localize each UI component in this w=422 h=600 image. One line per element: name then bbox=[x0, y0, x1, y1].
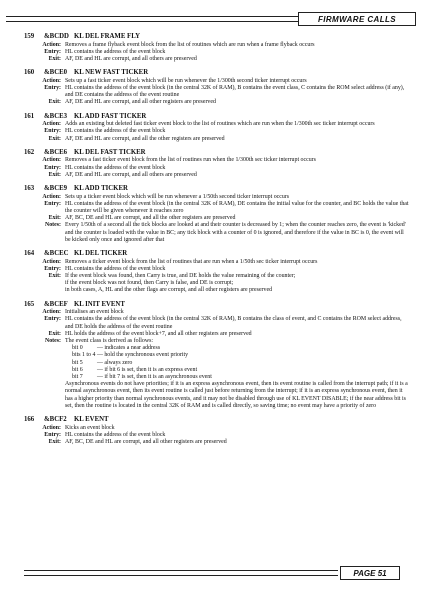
action-text: Initialises an event block bbox=[65, 309, 124, 316]
notes-text: Every 1/50th of a second all the tick blocks are looked at and their counter is decreased by 1; when the counter reaches zero, the event is 'kicked' and the counter is loaded with the value in BC; any tick block with a counter of 0 is ignored, and therefore if the value in BC is 0, the event will be kicked only once and ignored after that bbox=[65, 222, 406, 243]
action-label: Action: bbox=[42, 309, 61, 316]
entry-text: HL contains the address of the event block (in the central 32K of RAM), B contains the class of event, and C contains the ROM select address, and DE holds the address of the event routine bbox=[65, 316, 402, 330]
footer-rule-bottom bbox=[24, 575, 338, 576]
entry-number: 162 bbox=[24, 148, 35, 156]
exit-text: AF, DE and HL are corrupt, and all others are preserved bbox=[65, 171, 197, 178]
entry-address: &BCE6 bbox=[44, 148, 68, 156]
entry-heading bbox=[24, 185, 410, 194]
action-text: Kicks an event block bbox=[65, 424, 115, 431]
exit-label: Exit: bbox=[48, 56, 61, 62]
entry-text: HL contains the address of the event block (in the central 32K of RAM), DE contains the initial value for the counter, and BC holds the value that the counter will be given whenever it reaches zero bbox=[65, 200, 409, 215]
action-text: Sets up a fast ticker event block which will be run whenever the 1/300th second ticker interrupt occurs bbox=[65, 77, 307, 84]
bit-desc: — always zero bbox=[97, 359, 133, 366]
entry-routine-name: KL DEL TICKER bbox=[74, 250, 128, 258]
bit-desc: — if bit 7 is set, then it is an asynchronous event bbox=[97, 374, 212, 381]
bit-label: bits 1 to 4 bbox=[72, 352, 96, 359]
entry-heading bbox=[24, 33, 410, 42]
notes-intro: The event class is derived as follows: bbox=[65, 338, 154, 345]
action-label: Action: bbox=[42, 77, 61, 84]
entry-text: HL contains the address of the event block bbox=[65, 128, 166, 135]
entry-heading bbox=[24, 69, 410, 78]
action-label: Action: bbox=[42, 121, 61, 128]
action-label: Action: bbox=[42, 41, 61, 48]
entry-text: HL contains the address of the event block bbox=[65, 164, 166, 171]
bit-label: bit 7 bbox=[72, 374, 83, 381]
bit-row bbox=[65, 367, 410, 374]
exit-line: If the event block was found, then Carry is true, and DE holds the value remaining of the counter; bbox=[65, 273, 296, 280]
entry-text: HL contains the address of the event block (in the central 32K of RAM), B contains the event class, C contains the ROM select address (if any), and DE contains the address of the event routine bbox=[65, 85, 405, 99]
header-title-box bbox=[298, 12, 416, 26]
entry-label: Entry: bbox=[44, 128, 61, 135]
entry-routine-name: KL ADD FAST TICKER bbox=[74, 112, 147, 120]
entry-text: HL contains the address of the event block bbox=[65, 48, 166, 55]
header-title: FIRMWARE CALLS bbox=[317, 14, 397, 24]
entry-heading bbox=[24, 250, 410, 259]
action-text: Sets up a ticker event block which will be run whenever a 1/50th second ticker interrupt occurs bbox=[65, 193, 290, 200]
entry-routine-name: KL DEL FRAME FLY bbox=[74, 33, 141, 40]
entry-number: 161 bbox=[24, 112, 35, 120]
bit-desc: — indicates a near address bbox=[97, 345, 161, 352]
entry-number: 159 bbox=[24, 33, 35, 40]
firmware-entry-161 bbox=[24, 113, 410, 143]
entry-heading bbox=[24, 301, 410, 310]
firmware-entry-165 bbox=[24, 301, 410, 410]
exit-label: Exit: bbox=[48, 171, 61, 178]
exit-text: AF, BC, DE and HL are corrupt, and all the other registers are preserved bbox=[65, 215, 236, 222]
bit-row bbox=[65, 352, 410, 359]
entry-address: &BCDD bbox=[44, 33, 69, 40]
exit-label: Exit: bbox=[48, 330, 61, 337]
exit-label: Exit: bbox=[48, 99, 61, 106]
exit-text: AF, DE and HL are corrupt, and all others are preserved bbox=[65, 56, 197, 62]
entry-text: HL contains the address of the event block bbox=[65, 431, 166, 438]
bit-desc: — hold the synchronous event priority bbox=[97, 352, 189, 359]
entry-address: &BCE9 bbox=[44, 185, 68, 193]
page-number: PAGE 51 bbox=[353, 568, 387, 578]
entry-number: 166 bbox=[24, 416, 35, 424]
firmware-entry-162 bbox=[24, 149, 410, 179]
header-rule-bottom bbox=[6, 21, 302, 22]
entry-routine-name: KL EVENT bbox=[74, 416, 109, 424]
entry-number: 164 bbox=[24, 250, 35, 258]
action-text: Removes a fast ticker event block from the list of routines run when the 1/300th sec ticker interrupt occurs bbox=[65, 157, 316, 164]
entry-number: 165 bbox=[24, 300, 35, 308]
entry-label: Entry: bbox=[44, 265, 61, 272]
entry-number: 163 bbox=[24, 185, 35, 193]
entry-label: Entry: bbox=[44, 200, 61, 207]
exit-text: AF, BC, DE and HL are corrupt, and all other registers are preserved bbox=[65, 439, 227, 446]
exit-text bbox=[65, 273, 410, 295]
firmware-entry-163 bbox=[24, 185, 410, 244]
action-label: Action: bbox=[42, 193, 61, 200]
entry-routine-name: KL NEW FAST TICKER bbox=[74, 69, 149, 77]
action-text: Removes a ticker event block from the list of routines that are run when a 1/50th sec ticker interrupt occurs bbox=[65, 258, 318, 265]
action-label: Action: bbox=[42, 157, 61, 164]
bit-row bbox=[65, 360, 410, 367]
entry-label: Entry: bbox=[44, 316, 61, 323]
exit-label: Exit: bbox=[48, 439, 61, 446]
entry-address: &BCE3 bbox=[44, 112, 68, 120]
action-label: Action: bbox=[42, 258, 61, 265]
entry-address: &BCE0 bbox=[44, 69, 68, 77]
action-text: Removes a frame flyback event block from the list of routines which are run when a frame flyback occurs bbox=[65, 41, 315, 48]
exit-label: Exit: bbox=[48, 135, 61, 142]
entry-heading bbox=[24, 416, 410, 425]
entry-routine-name: KL INIT EVENT bbox=[74, 300, 125, 308]
exit-line: if the event block was not found, then Carry is false, and DE is corrupt; bbox=[65, 280, 234, 287]
notes-body: Asynchronous events do not have priorities; if it is an express asynchronous event, then its event routine is called from the interrupt path; if it is a normal asynchronous event, then its event routine is called just before returning from the interrupt; if it is an express synchronous event, then it has a higher priority than normal synchronous events, and it may not be disabled through use of KL EVENT DISABLE; if the near address bit is set, then the routine is located in the central 32K of RAM and is called directly, so saving time; no event may have a priority of zero bbox=[65, 381, 408, 409]
firmware-entry-166 bbox=[24, 416, 410, 446]
entry-label: Entry: bbox=[44, 85, 61, 91]
bit-desc: — if bit 6 is set, then it is an express event bbox=[97, 366, 198, 373]
footer-rule-top bbox=[24, 570, 338, 571]
bit-label: bit 0 bbox=[72, 345, 83, 352]
entry-heading bbox=[24, 113, 410, 122]
entry-label: Entry: bbox=[44, 431, 61, 438]
notes-text bbox=[65, 338, 410, 410]
entry-address: &BCEC bbox=[44, 250, 69, 258]
bit-label: bit 6 bbox=[72, 366, 83, 373]
firmware-entry-160 bbox=[24, 69, 410, 106]
entry-routine-name: KL ADD TICKER bbox=[74, 185, 128, 193]
header-rule-top bbox=[6, 16, 302, 17]
bit-label: bit 5 bbox=[72, 359, 83, 366]
page-number-box bbox=[340, 566, 400, 580]
exit-line: in both cases, A, HL and the other flags are corrupt, and all other registers are preserved bbox=[65, 287, 273, 294]
exit-text: AF, DE and HL are corrupt, and all the other registers are preserved bbox=[65, 135, 225, 142]
entry-label: Entry: bbox=[44, 164, 61, 171]
entry-routine-name: KL DEL FAST TICKER bbox=[74, 148, 146, 156]
entry-text: HL contains the address of the event block bbox=[65, 265, 166, 272]
firmware-entry-164 bbox=[24, 250, 410, 295]
notes-label: Notes: bbox=[44, 222, 61, 229]
exit-text: HL holds the address of the event block+7, and all other registers are preserved bbox=[65, 330, 252, 337]
notes-label: Notes: bbox=[44, 338, 61, 345]
exit-label: Exit: bbox=[48, 215, 61, 222]
action-label: Action: bbox=[42, 424, 61, 431]
exit-text: AF, DE and HL are corrupt, and all other registers are preserved bbox=[65, 99, 216, 106]
entry-number: 160 bbox=[24, 69, 35, 77]
firmware-entry-159 bbox=[24, 33, 410, 63]
bit-row bbox=[65, 345, 410, 352]
entry-address: &BCF2 bbox=[44, 416, 67, 424]
entry-label: Entry: bbox=[44, 48, 61, 55]
entries-list bbox=[24, 33, 410, 452]
entry-address: &BCEF bbox=[44, 300, 68, 308]
exit-label: Exit: bbox=[48, 273, 61, 280]
action-text: Adds an existing but deleted fast ticker event block to the list of routines which are run when the 1/300th sec ticker interrupt occurs bbox=[65, 121, 375, 128]
